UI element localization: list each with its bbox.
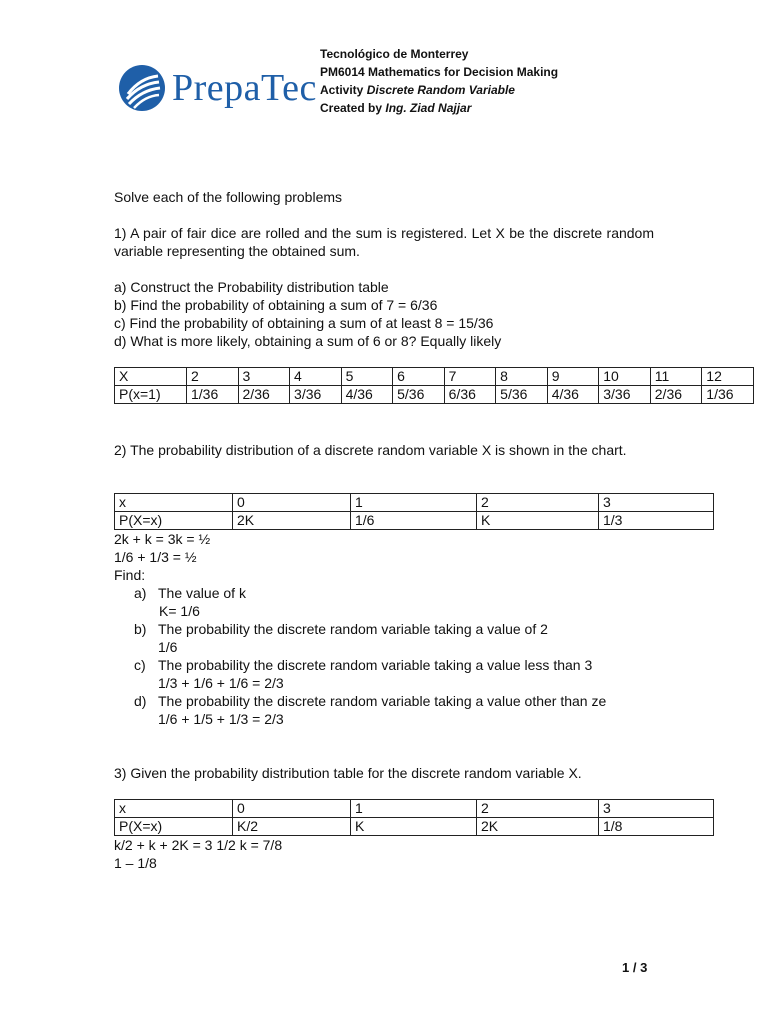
table-cell: 1/6 bbox=[351, 512, 477, 530]
table-cell: 0 bbox=[233, 800, 351, 818]
list-marker: d) bbox=[134, 693, 147, 709]
problem-1-part-a: a) Construct the Probability distribution table bbox=[114, 279, 389, 295]
answer-text: K= 1/6 bbox=[159, 603, 200, 619]
answer-text: 1/6 bbox=[158, 639, 178, 655]
table-cell: 3 bbox=[599, 494, 714, 512]
page-number: 1 / 3 bbox=[622, 960, 648, 975]
logo-text: PrepaTec bbox=[172, 67, 317, 109]
list-item bbox=[114, 692, 674, 728]
activity-line: Activity Discrete Random Variable bbox=[320, 83, 515, 97]
table-cell: 4/36 bbox=[341, 386, 393, 404]
problem-2-work-line-1: 2k + k = 3k = ½ bbox=[114, 531, 211, 547]
prepatec-logo bbox=[118, 62, 317, 114]
table-cell: 1/36 bbox=[186, 386, 238, 404]
problem-3-distribution-table bbox=[114, 799, 714, 836]
problem-1-part-d: d) What is more likely, obtaining a sum of 6 or 8? Equally likely bbox=[114, 333, 502, 349]
table-cell: 2/36 bbox=[238, 386, 290, 404]
table-cell: K/2 bbox=[233, 818, 351, 836]
table-cell: 5 bbox=[341, 368, 393, 386]
answer-text: 1/6 + 1/5 + 1/3 = 2/3 bbox=[158, 711, 284, 727]
table-cell: P(x=1) bbox=[115, 386, 187, 404]
problem-1-distribution-table bbox=[114, 367, 754, 404]
question-text: The probability the discrete random variable taking a value other than ze bbox=[158, 693, 607, 709]
table-cell: 2/36 bbox=[650, 386, 702, 404]
problem-2-find-label: Find: bbox=[114, 567, 146, 583]
table-cell: 4/36 bbox=[547, 386, 599, 404]
table-cell: 3/36 bbox=[599, 386, 651, 404]
problem-3-statement: 3) Given the probability distribution table for the discrete random variable X. bbox=[114, 765, 582, 781]
table-cell: 1 bbox=[351, 494, 477, 512]
list-item bbox=[114, 656, 674, 692]
table-cell: 3/36 bbox=[290, 386, 342, 404]
problem-3-work-line-1: k/2 + k + 2K = 3 1/2 k = 7/8 bbox=[114, 837, 283, 853]
table-row bbox=[115, 512, 714, 530]
problem-3-work-line-2: 1 – 1/8 bbox=[114, 855, 157, 871]
question-text: The probability the discrete random variable taking a value less than 3 bbox=[158, 657, 593, 673]
table-cell: K bbox=[351, 818, 477, 836]
table-cell: 8 bbox=[496, 368, 548, 386]
table-cell: P(X=x) bbox=[115, 512, 233, 530]
list-item bbox=[114, 620, 674, 656]
table-cell: 11 bbox=[650, 368, 702, 386]
institution-name: Tecnológico de Monterrey bbox=[320, 47, 469, 61]
table-cell: 2 bbox=[186, 368, 238, 386]
table-cell: 12 bbox=[702, 368, 754, 386]
problem-2-work-line-2: 1/6 + 1/3 = ½ bbox=[114, 549, 197, 565]
document-header bbox=[320, 45, 558, 117]
table-row bbox=[115, 818, 714, 836]
problem-2-questions bbox=[114, 584, 674, 728]
table-cell: 3 bbox=[238, 368, 290, 386]
table-cell: 6 bbox=[393, 368, 445, 386]
answer-text: 1/3 + 1/6 + 1/6 = 2/3 bbox=[158, 675, 284, 691]
list-marker: c) bbox=[134, 657, 146, 673]
table-row bbox=[115, 368, 754, 386]
author-line: Created by Ing. Ziad Najjar bbox=[320, 101, 472, 115]
problem-1-part-b: b) Find the probability of obtaining a sum of 7 = 6/36 bbox=[114, 297, 438, 313]
table-cell: x bbox=[115, 800, 233, 818]
table-cell: 2K bbox=[233, 512, 351, 530]
table-cell: 4 bbox=[290, 368, 342, 386]
table-cell: K bbox=[477, 512, 599, 530]
table-cell: 1 bbox=[351, 800, 477, 818]
list-marker: a) bbox=[134, 585, 147, 601]
table-cell: 7 bbox=[444, 368, 496, 386]
author-name: Ing. Ziad Najjar bbox=[385, 101, 472, 115]
table-row bbox=[115, 494, 714, 512]
question-text: The value of k bbox=[158, 585, 246, 601]
table-row bbox=[115, 386, 754, 404]
course-name: PM6014 Mathematics for Decision Making bbox=[320, 65, 559, 79]
table-cell: 5/36 bbox=[393, 386, 445, 404]
table-cell: 9 bbox=[547, 368, 599, 386]
table-cell: 10 bbox=[599, 368, 651, 386]
table-cell: 1/3 bbox=[599, 512, 714, 530]
list-item bbox=[114, 584, 674, 620]
table-cell: 2K bbox=[477, 818, 599, 836]
table-row bbox=[115, 800, 714, 818]
problem-1-part-c: c) Find the probability of obtaining a sum of at least 8 = 15/36 bbox=[114, 315, 494, 331]
table-cell: 0 bbox=[233, 494, 351, 512]
table-cell: 6/36 bbox=[444, 386, 496, 404]
list-marker: b) bbox=[134, 621, 147, 637]
table-cell: 3 bbox=[599, 800, 714, 818]
question-text: The probability the discrete random variable taking a value of 2 bbox=[158, 621, 548, 637]
problem-1-statement: 1) A pair of fair dice are rolled and the sum is registered. Let X be the discrete random variable representing the obtained sum. bbox=[114, 225, 654, 259]
prepatec-emblem-icon bbox=[118, 64, 166, 112]
table-cell: 2 bbox=[477, 494, 599, 512]
table-cell: 1/36 bbox=[702, 386, 754, 404]
problem-2-distribution-table bbox=[114, 493, 714, 530]
problem-2-statement: 2) The probability distribution of a discrete random variable X is shown in the chart. bbox=[114, 442, 627, 458]
table-cell: x bbox=[115, 494, 233, 512]
instructions: Solve each of the following problems bbox=[114, 189, 343, 205]
table-cell: P(X=x) bbox=[115, 818, 233, 836]
activity-title: Discrete Random Variable bbox=[366, 83, 515, 97]
table-cell: 5/36 bbox=[496, 386, 548, 404]
table-cell: 1/8 bbox=[599, 818, 714, 836]
table-cell: X bbox=[115, 368, 187, 386]
table-cell: 2 bbox=[477, 800, 599, 818]
